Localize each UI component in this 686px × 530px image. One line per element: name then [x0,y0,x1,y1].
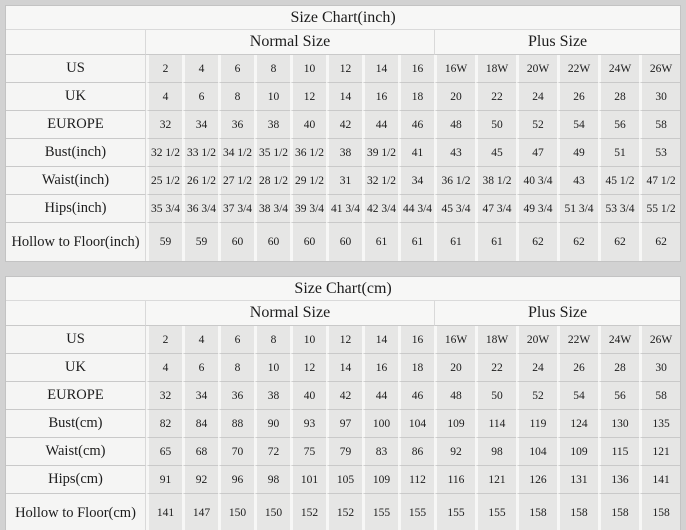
size-value-cell: 119 [516,410,557,438]
size-value-cell: 49 [557,139,598,167]
size-value-cell: 58 [639,382,680,410]
size-value-cell: 49 3/4 [516,195,557,223]
size-chart-cm-table [5,276,681,530]
table-title-inch: Size Chart(inch) [6,6,680,30]
row-label: Hips(cm) [6,466,146,494]
table-row [6,354,680,382]
size-value-cell: 158 [516,494,557,530]
size-chart-inch-table [5,5,681,262]
size-value-cell: 70 [218,438,254,466]
size-value-cell: 62 [639,223,680,261]
size-value-cell: 43 [557,167,598,195]
size-value-cell: 56 [598,111,639,139]
size-value-cell: 86 [398,438,434,466]
size-value-cell: 84 [182,410,218,438]
plus-size-header: Plus Size [434,301,680,326]
size-value-cell: 41 [398,139,434,167]
size-value-cell: 26 [557,354,598,382]
row-label: EUROPE [6,111,146,139]
row-label: Bust(inch) [6,139,146,167]
size-value-cell: 28 [598,354,639,382]
size-value-cell: 16 [362,354,398,382]
row-label: Waist(inch) [6,167,146,195]
size-value-cell: 20 [434,83,475,111]
size-value-cell: 62 [516,223,557,261]
size-value-cell: 141 [146,494,182,530]
row-label: US [6,326,146,354]
size-value-cell: 82 [146,410,182,438]
size-value-cell: 42 3/4 [362,195,398,223]
size-value-cell: 4 [146,354,182,382]
size-value-cell: 45 [475,139,516,167]
column-group-row [6,30,680,55]
size-value-cell: 155 [362,494,398,530]
size-value-cell: 62 [598,223,639,261]
size-value-cell: 112 [398,466,434,494]
size-value-cell: 35 3/4 [146,195,182,223]
size-value-cell: 40 [290,382,326,410]
table-row [6,139,680,167]
size-value-cell: 104 [516,438,557,466]
size-value-cell: 75 [290,438,326,466]
size-value-cell: 36 3/4 [182,195,218,223]
size-value-cell: 14 [326,354,362,382]
size-value-cell: 147 [182,494,218,530]
size-value-cell: 10 [254,83,290,111]
table-title-row [6,6,680,30]
size-value-cell: 116 [434,466,475,494]
size-value-cell: 98 [254,466,290,494]
size-value-cell: 141 [639,466,680,494]
table-title-row [6,277,680,301]
size-chart-cm-body [6,326,680,530]
size-value-cell: 32 [146,111,182,139]
size-value-cell: 61 [362,223,398,261]
column-group-row [6,301,680,326]
size-value-cell: 59 [146,223,182,261]
size-value-cell: 20 [434,354,475,382]
size-value-cell: 6 [218,55,254,83]
size-value-cell: 22W [557,55,598,83]
size-value-cell: 42 [326,111,362,139]
row-label: UK [6,83,146,111]
table-row [6,326,680,354]
size-value-cell: 53 [639,139,680,167]
size-value-cell: 97 [326,410,362,438]
size-value-cell: 79 [326,438,362,466]
size-value-cell: 109 [557,438,598,466]
row-label: Waist(cm) [6,438,146,466]
table-row [6,55,680,83]
size-value-cell: 25 1/2 [146,167,182,195]
table-row [6,382,680,410]
size-value-cell: 31 [326,167,362,195]
size-value-cell: 47 1/2 [639,167,680,195]
size-value-cell: 92 [434,438,475,466]
size-value-cell: 38 [326,139,362,167]
size-value-cell: 14 [326,83,362,111]
size-value-cell: 18 [398,354,434,382]
size-value-cell: 27 1/2 [218,167,254,195]
row-label: US [6,55,146,83]
size-value-cell: 8 [254,55,290,83]
size-value-cell: 38 [254,382,290,410]
size-value-cell: 109 [362,466,398,494]
size-value-cell: 104 [398,410,434,438]
size-value-cell: 6 [182,83,218,111]
size-value-cell: 68 [182,438,218,466]
size-value-cell: 131 [557,466,598,494]
size-value-cell: 28 [598,83,639,111]
size-value-cell: 16 [398,55,434,83]
size-value-cell: 38 1/2 [475,167,516,195]
size-value-cell: 155 [398,494,434,530]
size-value-cell: 43 [434,139,475,167]
size-value-cell: 20W [516,55,557,83]
table-row [6,83,680,111]
size-value-cell: 36 1/2 [434,167,475,195]
size-value-cell: 38 3/4 [254,195,290,223]
size-value-cell: 46 [398,382,434,410]
size-value-cell: 34 [182,382,218,410]
table-row [6,167,680,195]
size-value-cell: 40 3/4 [516,167,557,195]
size-value-cell: 55 1/2 [639,195,680,223]
size-value-cell: 40 [290,111,326,139]
size-value-cell: 54 [557,111,598,139]
size-value-cell: 12 [290,83,326,111]
size-value-cell: 61 [398,223,434,261]
size-value-cell: 28 1/2 [254,167,290,195]
table-row [6,438,680,466]
size-value-cell: 8 [218,354,254,382]
plus-size-header: Plus Size [434,30,680,55]
size-value-cell: 47 3/4 [475,195,516,223]
size-value-cell: 65 [146,438,182,466]
size-value-cell: 124 [557,410,598,438]
size-value-cell: 60 [290,223,326,261]
size-value-cell: 83 [362,438,398,466]
size-value-cell: 18 [398,83,434,111]
table-row [6,223,680,261]
size-value-cell: 45 3/4 [434,195,475,223]
size-value-cell: 8 [254,326,290,354]
size-value-cell: 26W [639,55,680,83]
row-label: Hollow to Floor(cm) [6,494,146,530]
size-value-cell: 53 3/4 [598,195,639,223]
size-value-cell: 152 [326,494,362,530]
corner-cell [6,301,146,326]
size-value-cell: 10 [254,354,290,382]
size-value-cell: 59 [182,223,218,261]
size-value-cell: 155 [434,494,475,530]
size-value-cell: 34 [398,167,434,195]
size-value-cell: 48 [434,111,475,139]
size-value-cell: 26 [557,83,598,111]
size-value-cell: 32 [146,382,182,410]
size-value-cell: 150 [254,494,290,530]
size-value-cell: 155 [475,494,516,530]
table-row [6,111,680,139]
size-value-cell: 36 1/2 [290,139,326,167]
size-chart-inch-body [6,55,680,261]
size-value-cell: 44 [362,111,398,139]
size-value-cell: 24W [598,326,639,354]
size-value-cell: 22 [475,83,516,111]
size-value-cell: 12 [290,354,326,382]
size-value-cell: 37 3/4 [218,195,254,223]
size-value-cell: 44 3/4 [398,195,434,223]
size-value-cell: 22W [557,326,598,354]
row-label: EUROPE [6,382,146,410]
size-value-cell: 22 [475,354,516,382]
size-value-cell: 20W [516,326,557,354]
size-value-cell: 42 [326,382,362,410]
size-value-cell: 96 [218,466,254,494]
normal-size-header: Normal Size [146,301,434,326]
size-value-cell: 152 [290,494,326,530]
size-value-cell: 36 [218,382,254,410]
size-value-cell: 98 [475,438,516,466]
table-row [6,466,680,494]
size-value-cell: 101 [290,466,326,494]
size-value-cell: 45 1/2 [598,167,639,195]
table-row [6,494,680,530]
size-value-cell: 50 [475,382,516,410]
size-value-cell: 58 [639,111,680,139]
size-value-cell: 6 [182,354,218,382]
size-value-cell: 4 [182,326,218,354]
size-value-cell: 92 [182,466,218,494]
size-value-cell: 105 [326,466,362,494]
row-label: Hollow to Floor(inch) [6,223,146,261]
size-value-cell: 46 [398,111,434,139]
size-value-cell: 24W [598,55,639,83]
size-value-cell: 16 [398,326,434,354]
size-value-cell: 60 [254,223,290,261]
size-value-cell: 18W [475,326,516,354]
size-value-cell: 39 1/2 [362,139,398,167]
size-value-cell: 52 [516,382,557,410]
size-value-cell: 10 [290,55,326,83]
size-value-cell: 90 [254,410,290,438]
size-value-cell: 61 [434,223,475,261]
size-value-cell: 14 [362,55,398,83]
size-value-cell: 26 1/2 [182,167,218,195]
size-value-cell: 72 [254,438,290,466]
size-value-cell: 18W [475,55,516,83]
size-value-cell: 16W [434,326,475,354]
size-value-cell: 61 [475,223,516,261]
size-value-cell: 14 [362,326,398,354]
size-value-cell: 56 [598,382,639,410]
size-value-cell: 34 [182,111,218,139]
size-value-cell: 93 [290,410,326,438]
size-value-cell: 109 [434,410,475,438]
size-value-cell: 47 [516,139,557,167]
size-value-cell: 2 [146,55,182,83]
size-value-cell: 6 [218,326,254,354]
size-value-cell: 39 3/4 [290,195,326,223]
size-value-cell: 34 1/2 [218,139,254,167]
size-value-cell: 115 [598,438,639,466]
size-value-cell: 2 [146,326,182,354]
size-value-cell: 150 [218,494,254,530]
size-value-cell: 4 [146,83,182,111]
size-value-cell: 36 [218,111,254,139]
corner-cell [6,30,146,55]
size-value-cell: 12 [326,55,362,83]
size-value-cell: 44 [362,382,398,410]
size-value-cell: 30 [639,354,680,382]
size-value-cell: 136 [598,466,639,494]
size-value-cell: 60 [218,223,254,261]
table-title-cm: Size Chart(cm) [6,277,680,301]
size-value-cell: 54 [557,382,598,410]
size-value-cell: 16 [362,83,398,111]
size-value-cell: 41 3/4 [326,195,362,223]
size-value-cell: 158 [639,494,680,530]
size-value-cell: 33 1/2 [182,139,218,167]
size-value-cell: 121 [475,466,516,494]
normal-size-header: Normal Size [146,30,434,55]
size-value-cell: 51 3/4 [557,195,598,223]
size-value-cell: 100 [362,410,398,438]
row-label: Bust(cm) [6,410,146,438]
size-value-cell: 51 [598,139,639,167]
size-value-cell: 26W [639,326,680,354]
size-value-cell: 126 [516,466,557,494]
size-value-cell: 16W [434,55,475,83]
size-value-cell: 10 [290,326,326,354]
table-row [6,410,680,438]
size-value-cell: 8 [218,83,254,111]
size-value-cell: 130 [598,410,639,438]
size-value-cell: 52 [516,111,557,139]
size-value-cell: 32 1/2 [362,167,398,195]
size-value-cell: 60 [326,223,362,261]
size-value-cell: 50 [475,111,516,139]
size-value-cell: 48 [434,382,475,410]
size-value-cell: 24 [516,354,557,382]
size-value-cell: 38 [254,111,290,139]
size-value-cell: 29 1/2 [290,167,326,195]
size-value-cell: 62 [557,223,598,261]
size-value-cell: 32 1/2 [146,139,182,167]
size-value-cell: 88 [218,410,254,438]
size-value-cell: 135 [639,410,680,438]
size-value-cell: 114 [475,410,516,438]
size-value-cell: 4 [182,55,218,83]
size-value-cell: 12 [326,326,362,354]
size-value-cell: 35 1/2 [254,139,290,167]
row-label: Hips(inch) [6,195,146,223]
size-value-cell: 91 [146,466,182,494]
table-row [6,195,680,223]
size-value-cell: 24 [516,83,557,111]
size-value-cell: 158 [598,494,639,530]
row-label: UK [6,354,146,382]
size-value-cell: 121 [639,438,680,466]
size-value-cell: 30 [639,83,680,111]
size-value-cell: 158 [557,494,598,530]
